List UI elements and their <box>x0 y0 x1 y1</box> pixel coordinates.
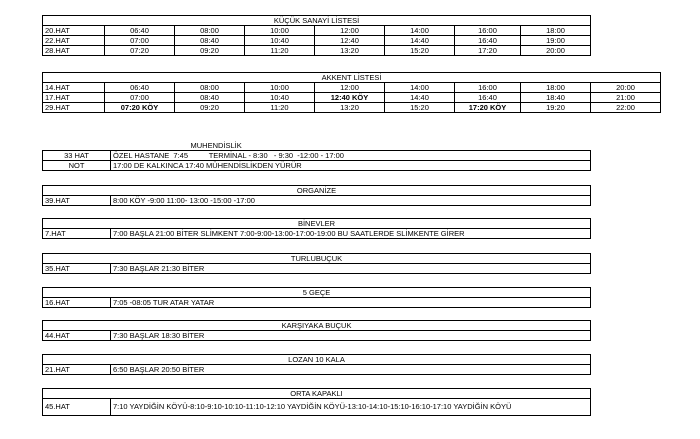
karsiyaka-table <box>42 320 591 341</box>
time-cell: 08:40 <box>175 36 245 46</box>
time-cell: 14:00 <box>385 83 455 93</box>
time-cell: 11:20 <box>245 46 315 56</box>
binevler-title: BİNEVLER <box>43 219 591 229</box>
time-cell: 12:00 <box>315 83 385 93</box>
time-cell: 17:20 <box>455 46 521 56</box>
time-cell: 14:40 <box>385 93 455 103</box>
hat-label: 7.HAT <box>43 229 111 239</box>
time-cell: 09:20 <box>175 103 245 113</box>
time-cell: 14:40 <box>385 36 455 46</box>
hat-label: 33 HAT <box>43 151 111 161</box>
note-text: 17:00 DE KALKINCA 17:40 MÜHENDİSLİKDEN YÜRÜR <box>111 161 591 171</box>
time-cell: 10:40 <box>245 36 315 46</box>
table-row <box>43 365 591 375</box>
hat-label: 29.HAT <box>43 103 105 113</box>
hat-label: 20.HAT <box>43 26 105 36</box>
note-label: NOT <box>43 161 111 171</box>
organize-table <box>42 185 591 206</box>
lozan-title: LOZAN 10 KALA <box>43 355 591 365</box>
time-cell: 16:00 <box>455 83 521 93</box>
lozan-table <box>42 354 591 375</box>
route-text: ÖZEL HASTANE 7:45 TERMİNAL - 8:30 - 9:30 -12:00 - 17:00 <box>111 151 591 161</box>
time-cell-koy: 12:40 KÖY <box>315 93 385 103</box>
time-cell: 07:00 <box>105 36 175 46</box>
route-text: 7:00 BAŞLA 21:00 BİTER SLİMKENT 7:00-9:00-13:00-17:00-19:00 BU SAATLERDE SLİMKENTE GİRER <box>111 229 591 239</box>
bes-gece-table <box>42 287 591 308</box>
time-cell: 14:00 <box>385 26 455 36</box>
time-cell: 20:00 <box>591 83 661 93</box>
table-row <box>43 298 591 308</box>
hat-label: 28.HAT <box>43 46 105 56</box>
bes-gece-title: 5 GEÇE <box>43 288 591 298</box>
time-cell: 07:20 <box>105 46 175 56</box>
table-row <box>43 331 591 341</box>
muhendislik-table <box>42 141 591 171</box>
orta-kapakli-table <box>42 388 591 416</box>
table-row <box>43 93 661 103</box>
time-cell: 10:00 <box>245 83 315 93</box>
hat-label: 39.HAT <box>43 196 111 206</box>
time-cell: 08:00 <box>175 83 245 93</box>
organize-title: ORGANİZE <box>43 186 591 196</box>
time-cell: 12:40 <box>315 36 385 46</box>
time-cell: 18:40 <box>521 93 591 103</box>
table-row <box>43 161 591 171</box>
time-cell: 11:20 <box>245 103 315 113</box>
time-cell: 07:00 <box>105 93 175 103</box>
time-cell: 13:20 <box>315 103 385 113</box>
table-row <box>43 46 591 56</box>
time-cell: 19:20 <box>521 103 591 113</box>
time-cell: 06:40 <box>105 26 175 36</box>
time-cell: 16:40 <box>455 36 521 46</box>
binevler-table <box>42 218 591 239</box>
time-cell-koy: 07:20 KÖY <box>105 103 175 113</box>
time-cell-koy: 17:20 KÖY <box>455 103 521 113</box>
time-cell: 10:00 <box>245 26 315 36</box>
kucuk-sanayi-title: KÜÇÜK SANAYİ LİSTESİ <box>43 16 591 26</box>
table-row <box>43 196 591 206</box>
table-row <box>43 151 591 161</box>
route-text: 7:30 BAŞLAR 18:30 BİTER <box>111 331 591 341</box>
turlubucuk-title: TURLUBUÇUK <box>43 254 591 264</box>
time-cell: 08:40 <box>175 93 245 103</box>
route-text: 7:05 -08:05 TUR ATAR YATAR <box>111 298 591 308</box>
hat-label: 22.HAT <box>43 36 105 46</box>
akkent-title: AKKENT LİSTESİ <box>43 73 661 83</box>
turlubucuk-table <box>42 253 591 274</box>
time-cell: 20:00 <box>521 46 591 56</box>
route-text: 6:50 BAŞLAR 20:50 BİTER <box>111 365 591 375</box>
hat-label: 16.HAT <box>43 298 111 308</box>
route-text: 7:10 YAYDİĞİN KÖYÜ-8:10-9:10-10:10-11:10-12:10 YAYDİĞİN KÖYÜ-13:10-14:10-15:10-16:10-17:10 YAYDİĞİN KÖYÜ <box>111 399 591 416</box>
time-cell: 10:40 <box>245 93 315 103</box>
route-text: 8:00 KÖY -9:00 11:00- 13:00 -15:00 -17:00 <box>111 196 591 206</box>
table-row <box>43 399 591 416</box>
table-row <box>43 264 591 274</box>
table-row <box>43 229 591 239</box>
time-cell: 16:40 <box>455 93 521 103</box>
time-cell: 18:00 <box>521 26 591 36</box>
time-cell: 16:00 <box>455 26 521 36</box>
hat-label: 17.HAT <box>43 93 105 103</box>
muhendislik-title: MUHENDİSLİK <box>111 141 591 151</box>
orta-kapakli-title: ORTA KAPAKLI <box>43 389 591 399</box>
time-cell: 12:00 <box>315 26 385 36</box>
table-row <box>43 83 661 93</box>
time-cell: 21:00 <box>591 93 661 103</box>
akkent-table <box>42 72 661 113</box>
table-row <box>43 36 591 46</box>
time-cell: 09:20 <box>175 46 245 56</box>
table-row <box>43 26 591 36</box>
hat-label: 45.HAT <box>43 399 111 416</box>
table-row <box>43 103 661 113</box>
time-cell: 06:40 <box>105 83 175 93</box>
time-cell: 13:20 <box>315 46 385 56</box>
kucuk-sanayi-table <box>42 15 591 56</box>
time-cell: 18:00 <box>521 83 591 93</box>
time-cell: 22:00 <box>591 103 661 113</box>
time-cell: 15:20 <box>385 46 455 56</box>
time-cell: 08:00 <box>175 26 245 36</box>
hat-label: 35.HAT <box>43 264 111 274</box>
time-cell: 19:00 <box>521 36 591 46</box>
route-text: 7:30 BAŞLAR 21:30 BİTER <box>111 264 591 274</box>
karsiyaka-title: KARŞIYAKA BUÇUK <box>43 321 591 331</box>
time-cell: 15:20 <box>385 103 455 113</box>
hat-label: 21.HAT <box>43 365 111 375</box>
hat-label: 14.HAT <box>43 83 105 93</box>
hat-label: 44.HAT <box>43 331 111 341</box>
